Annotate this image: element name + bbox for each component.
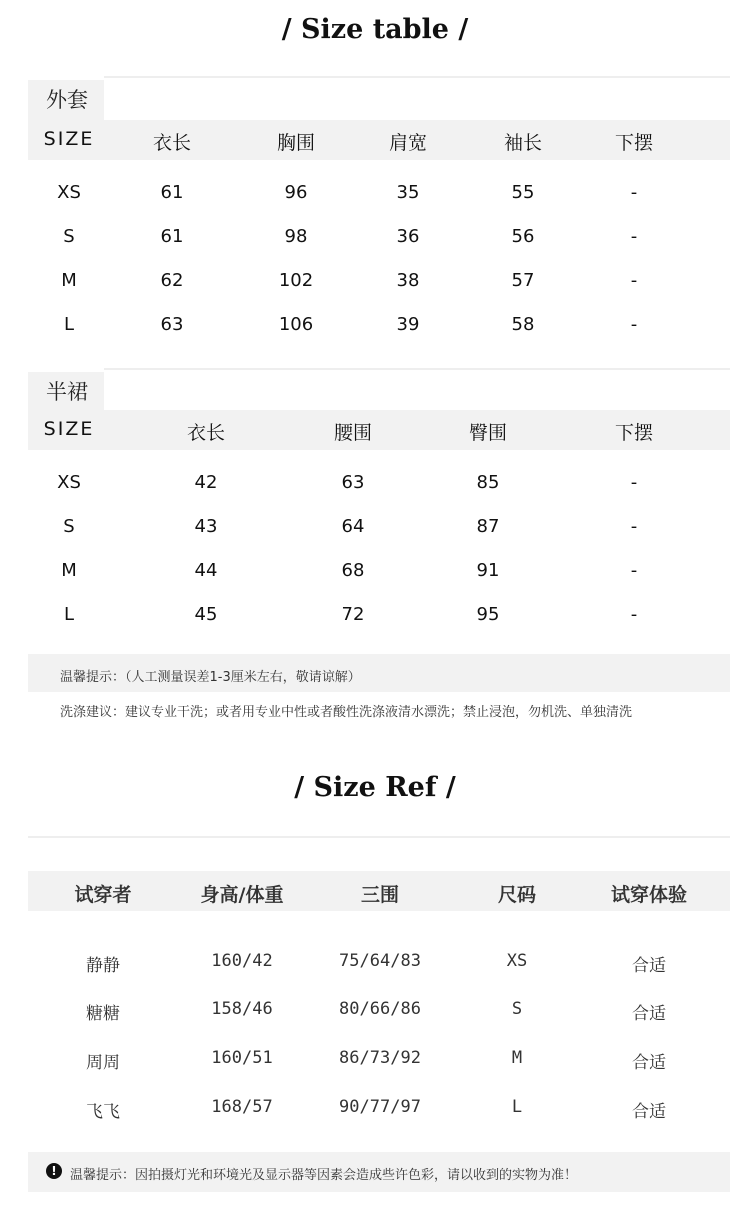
column-header: 臀围 [468,422,507,444]
column-header: 下摆 [614,422,653,444]
table-cell: 80/66/86 [339,999,421,1019]
table-cell: M [511,1048,523,1068]
column-header: 试穿者 [74,884,132,906]
column-header: SIZE [43,128,95,150]
column-header: 下摆 [614,132,653,154]
table-cell: 160/51 [211,1048,273,1068]
table-cell: - [630,472,638,493]
table-cell: 160/42 [211,951,273,971]
table-cell: 39 [396,314,420,335]
table-cell: 90/77/97 [339,1097,421,1117]
column-header: 衣长 [152,132,191,154]
divider [104,76,730,78]
measurement-note: 温馨提示：（人工测量误差1-3厘米左右，敬请谅解） [60,670,361,685]
column-header: 肩宽 [388,132,427,154]
table-cell: - [630,560,638,581]
table-cell: 64 [341,516,365,537]
table-cell: 85 [476,472,500,493]
column-header: 衣长 [186,422,225,444]
exclamation-icon: ! [46,1163,62,1179]
column-header: 尺码 [497,884,536,906]
table-cell: 72 [341,604,365,625]
divider [104,368,730,370]
table-cell: 86/73/92 [339,1048,421,1068]
table-cell: 55 [511,182,535,203]
skirt-section-label: 半裙 [28,372,104,412]
divider [28,836,730,838]
warning-text: 温馨提示：因拍摄灯光和环境光及显示器等因素会造成些许色彩，请以收到的实物为准！ [70,1168,578,1183]
table-cell: 87 [476,516,500,537]
table-cell: 44 [194,560,218,581]
table-cell: L [511,1097,523,1117]
table-cell: 62 [160,270,184,291]
table-cell: - [630,604,638,625]
table-cell: M [61,270,77,291]
table-cell: 糖糖 [86,1004,120,1024]
table-cell: 158/46 [211,999,273,1019]
table-cell: 61 [160,226,184,247]
table-cell: 75/64/83 [339,951,421,971]
table-cell: 168/57 [211,1097,273,1117]
table-cell: S [63,226,75,247]
table-cell: - [630,182,638,203]
table-cell: 43 [194,516,218,537]
table-cell: XS [57,472,81,493]
table-cell: L [63,314,75,335]
table-cell: 58 [511,314,535,335]
table-cell: 98 [284,226,308,247]
table-cell: M [61,560,77,581]
table-cell: 95 [476,604,500,625]
column-header: 试穿体验 [610,884,687,906]
column-header: 袖长 [503,132,542,154]
table-cell: - [630,314,638,335]
column-header: 胸围 [276,132,315,154]
table-cell: 38 [396,270,420,291]
table-cell: XS [506,951,528,971]
table-cell: - [630,226,638,247]
size-table-title: / Size table / [281,14,469,45]
size-ref-title: / Size Ref / [294,772,456,803]
table-cell: S [511,999,523,1019]
table-cell: 35 [396,182,420,203]
table-cell: - [630,270,638,291]
table-cell: 42 [194,472,218,493]
table-cell: 静静 [86,956,120,976]
table-cell: 61 [160,182,184,203]
column-header: 腰围 [333,422,372,444]
table-cell: XS [57,182,81,203]
column-header: 身高/体重 [200,884,284,906]
jacket-section-label: 外套 [28,80,104,120]
table-cell: 合适 [632,1053,666,1073]
table-cell: 106 [278,314,314,335]
table-cell: 96 [284,182,308,203]
table-cell: L [63,604,75,625]
table-cell: 飞飞 [86,1102,120,1122]
table-cell: 45 [194,604,218,625]
table-cell: S [63,516,75,537]
table-cell: 68 [341,560,365,581]
table-cell: 36 [396,226,420,247]
table-cell: 91 [476,560,500,581]
table-cell: 周周 [86,1053,120,1073]
table-cell: 57 [511,270,535,291]
table-cell: 合适 [632,956,666,976]
table-cell: 102 [278,270,314,291]
washing-note: 洗涤建议：建议专业干洗；或者用专业中性或者酸性洗涤液清水漂洗；禁止浸泡，勿机洗、单独清洗 [60,705,633,720]
column-header: 三围 [360,884,399,906]
table-cell: 63 [160,314,184,335]
table-cell: 56 [511,226,535,247]
column-header: SIZE [43,418,95,440]
table-cell: 合适 [632,1004,666,1024]
table-cell: 63 [341,472,365,493]
table-cell: - [630,516,638,537]
table-cell: 合适 [632,1102,666,1122]
